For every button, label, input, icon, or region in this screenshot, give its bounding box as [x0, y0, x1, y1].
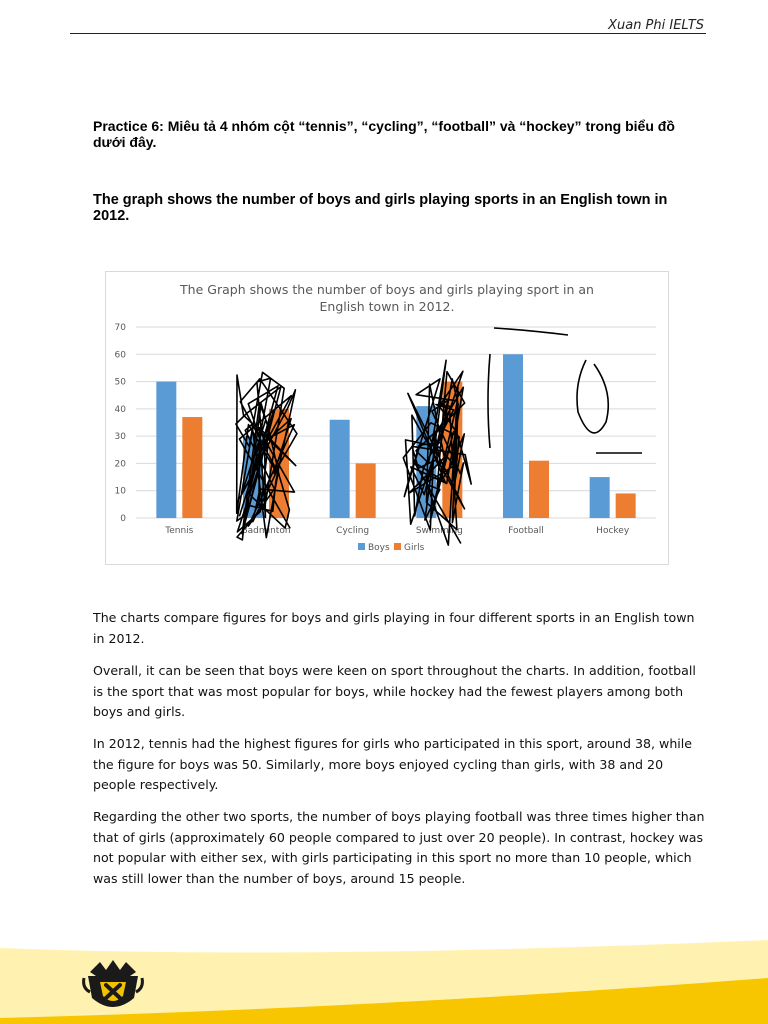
x-tick-label: Football: [508, 526, 544, 536]
x-tick-label: Cycling: [336, 526, 370, 536]
task-heading: The graph shows the number of boys and girls playing sports in an English town in 2012.: [93, 192, 668, 224]
practice-heading: Practice 6: Miêu tả 4 nhóm cột “tennis”, “cycling”, “football” và “hockey” trong biểu đồ dưới đây.: [93, 118, 675, 150]
y-tick-label: 60: [114, 350, 126, 361]
chart-svg: [106, 272, 668, 564]
bar-boys-football: [503, 354, 523, 518]
chart-title-line: The Graph shows the number of boys and girls playing sport in an: [180, 282, 594, 297]
x-tick-label: Hockey: [596, 526, 630, 536]
y-tick-label: 70: [114, 323, 126, 333]
y-tick-label: 0: [120, 514, 126, 524]
bar-boys-cycling: [330, 420, 350, 518]
chart-title-line: English town in 2012.: [319, 299, 455, 314]
x-tick-label-obscured: Badminton: [241, 526, 291, 536]
bar-girls-hockey: [616, 493, 636, 518]
header-rule: [70, 33, 706, 34]
paragraph-intro: The charts compare figures for boys and girls playing in four different sports in an English town in 2012.: [93, 610, 695, 646]
y-tick-label: 50: [114, 377, 126, 388]
legend-label-boys: Boys: [368, 543, 390, 553]
y-tick-label: 20: [114, 459, 126, 470]
pen-mark-vertical: [488, 354, 490, 448]
crest-logo-icon: [82, 958, 144, 1016]
bar-boys-tennis: [156, 382, 176, 518]
header-brand: Xuan Phi IELTS: [608, 18, 704, 33]
paragraph-body-1: In 2012, tennis had the highest figures for girls who participated in this sport, around 38, while the figure for boys was 50. Similarly, more boys enjoyed cycling than girls, with 38 and 20 people respectively.: [93, 736, 693, 792]
paragraph-overview: Overall, it can be seen that boys were keen on sport throughout the charts. In addition, football is the sport that was most popular for boys, while hockey had the fewest players among both boys and girls.: [93, 663, 696, 719]
y-tick-label: 30: [114, 432, 126, 443]
bar-girls-cycling: [356, 463, 376, 518]
pen-mark-top: [494, 328, 568, 335]
y-tick-label: 10: [114, 486, 126, 497]
x-tick-label-obscured: Swimming: [415, 526, 463, 536]
paragraph-body-2: Regarding the other two sports, the number of boys playing football was three times higher than that of girls (approximately 60 people compared to just over 20 people). In contrast, hockey was not popular with either sex, with girls participating in this sport no more than 10 people, which was still lower than the number of boys, around 15 people.: [93, 809, 705, 886]
legend-swatch-boys: [358, 543, 365, 550]
bar-chart: [105, 271, 669, 565]
bar-boys-hockey: [590, 477, 610, 518]
x-tick-label: Tennis: [165, 526, 194, 536]
bar-girls-football: [529, 461, 549, 518]
pen-mark-loop: [577, 360, 608, 433]
legend-swatch-girls: [394, 543, 401, 550]
y-tick-label: 40: [114, 404, 126, 415]
bar-girls-tennis: [182, 417, 202, 518]
legend-label-girls: Girls: [404, 543, 425, 553]
